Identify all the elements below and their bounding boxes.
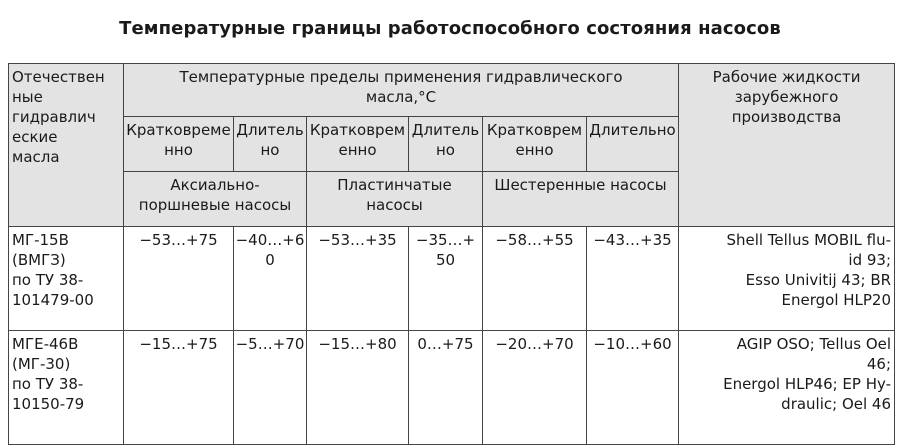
header-long-term-vane: Длитель но: [409, 117, 483, 172]
header-short-term-axial: Кратковреме нно: [124, 117, 234, 172]
header-temperature-limits: Температурные пределы применения гидравлического масла,°C: [124, 64, 679, 117]
value-cell: −20…+70: [483, 331, 587, 445]
value-cell: −35…+ 50: [409, 227, 483, 331]
page-title: Температурные границы работоспособного состояния насосов: [119, 18, 781, 39]
header-row-1: [9, 64, 895, 117]
value-cell: −10…+60: [587, 331, 679, 445]
header-short-term-gear: Кратковрем енно: [483, 117, 587, 172]
header-vane-pumps: Пластинчатые насосы: [307, 172, 483, 227]
value-cell: −5…+70: [234, 331, 307, 445]
value-cell: 0…+75: [409, 331, 483, 445]
header-long-term-gear: Длительно: [587, 117, 679, 172]
oil-name-cell: МГ-15В (ВМГЗ) по ТУ 38- 101479-00: [9, 227, 124, 331]
pump-temperature-table: [8, 63, 895, 445]
value-cell: −43…+35: [587, 227, 679, 331]
foreign-fluid-cell: AGIP OSO; Tellus Oel 46; Energol HLP46; EP Hy- draulic; Oel 46: [679, 331, 895, 445]
header-axial-piston-pumps: Аксиально- поршневые насосы: [124, 172, 307, 227]
header-long-term-axial: Длитель но: [234, 117, 307, 172]
value-cell: −58…+55: [483, 227, 587, 331]
value-cell: −40…+6 0: [234, 227, 307, 331]
foreign-fluid-cell: Shell Tellus MOBIL flu- id 93; Esso Univitij 43; BR Energol HLP20: [679, 227, 895, 331]
oil-name-cell: МГЕ-46В (МГ-30) по ТУ 38- 10150-79: [9, 331, 124, 445]
value-cell: −53…+35: [307, 227, 409, 331]
header-short-term-vane: Кратковрем енно: [307, 117, 409, 172]
table-row: [9, 331, 895, 445]
value-cell: −53…+75: [124, 227, 234, 331]
value-cell: −15…+75: [124, 331, 234, 445]
header-foreign-fluids: Рабочие жидкости зарубежного производства: [679, 64, 895, 227]
table-row: [9, 227, 895, 331]
value-cell: −15…+80: [307, 331, 409, 445]
header-domestic-oils: Отечествен ные гидравлич еские масла: [9, 64, 124, 227]
header-gear-pumps: Шестеренные насосы: [483, 172, 679, 227]
